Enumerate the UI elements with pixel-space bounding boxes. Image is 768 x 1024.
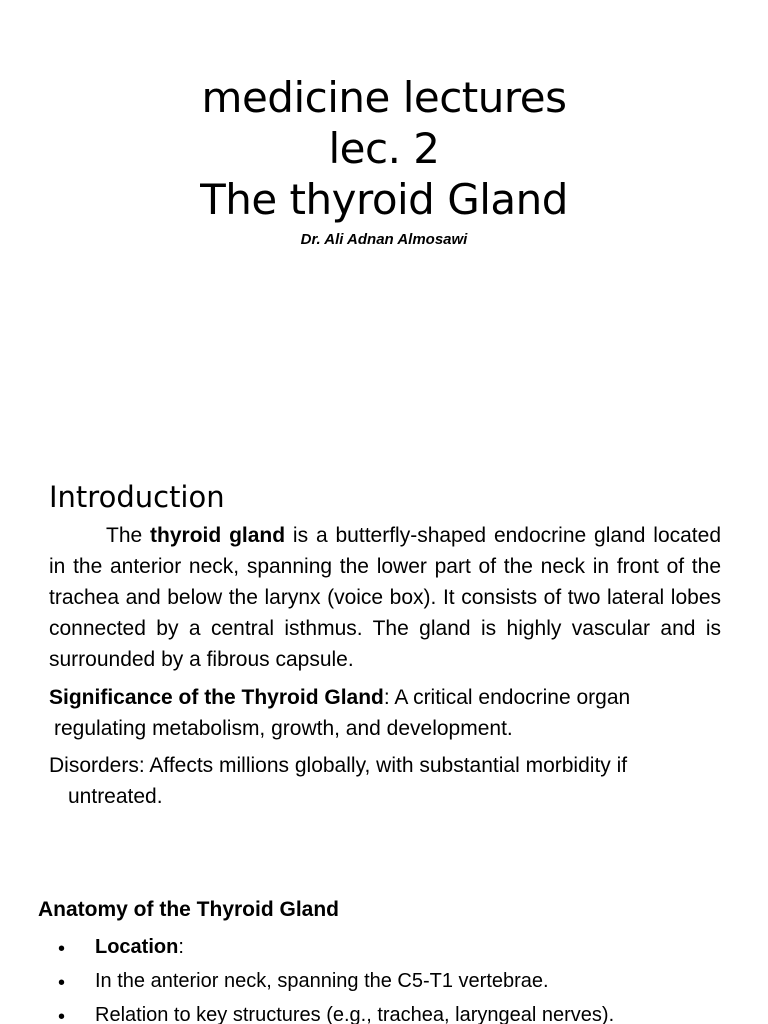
list-item <box>0 936 768 970</box>
bullet-icon: • <box>58 972 66 994</box>
title-line-3: The thyroid Gland <box>200 175 568 224</box>
bullet-text: Relation to key structures (e.g., trachea, laryngeal nerves). <box>95 1004 615 1024</box>
anatomy-heading: Anatomy of the Thyroid Gland <box>38 898 340 921</box>
title-line-1: medicine lectures <box>201 73 567 122</box>
significance-label: Significance of the Thyroid Gland <box>49 686 384 709</box>
intro-text-rest: is a butterfly-shaped endocrine gland located in the anterior neck, spanning the lower part of the neck in front of the trachea and below the larynx (voice box). It consists of two lateral lobes connected by a central isthmus. The gland is highly vascular and is surrounded by a fibrous capsule. <box>49 524 721 671</box>
thyroid-gland-term: thyroid gland <box>150 524 286 547</box>
bullet-icon: • <box>58 1006 66 1024</box>
title-line-2: lec. 2 <box>328 124 440 173</box>
disorders-continuation: untreated. <box>68 785 163 808</box>
significance-text: : A critical endocrine organ <box>383 686 631 709</box>
list-item <box>0 1004 768 1024</box>
list-item <box>0 970 768 1004</box>
bullet-text: In the anterior neck, spanning the C5-T1 vertebrae. <box>95 970 549 992</box>
disorders-paragraph <box>49 750 721 812</box>
intro-text-start: The <box>106 524 151 547</box>
location-colon: : <box>178 936 184 958</box>
bullet-icon: • <box>58 938 66 960</box>
significance-paragraph <box>49 682 721 744</box>
anatomy-bullet-list <box>0 936 768 1024</box>
significance-continuation: regulating metabolism, growth, and development. <box>54 717 513 740</box>
location-label: Location <box>95 936 179 958</box>
author-name: Dr. Ali Adnan Almosawi <box>300 231 468 248</box>
introduction-heading: Introduction <box>49 480 225 514</box>
intro-paragraph <box>49 520 721 675</box>
disorders-text: Disorders: Affects millions globally, with substantial morbidity if <box>49 754 628 777</box>
title-block <box>0 72 768 248</box>
